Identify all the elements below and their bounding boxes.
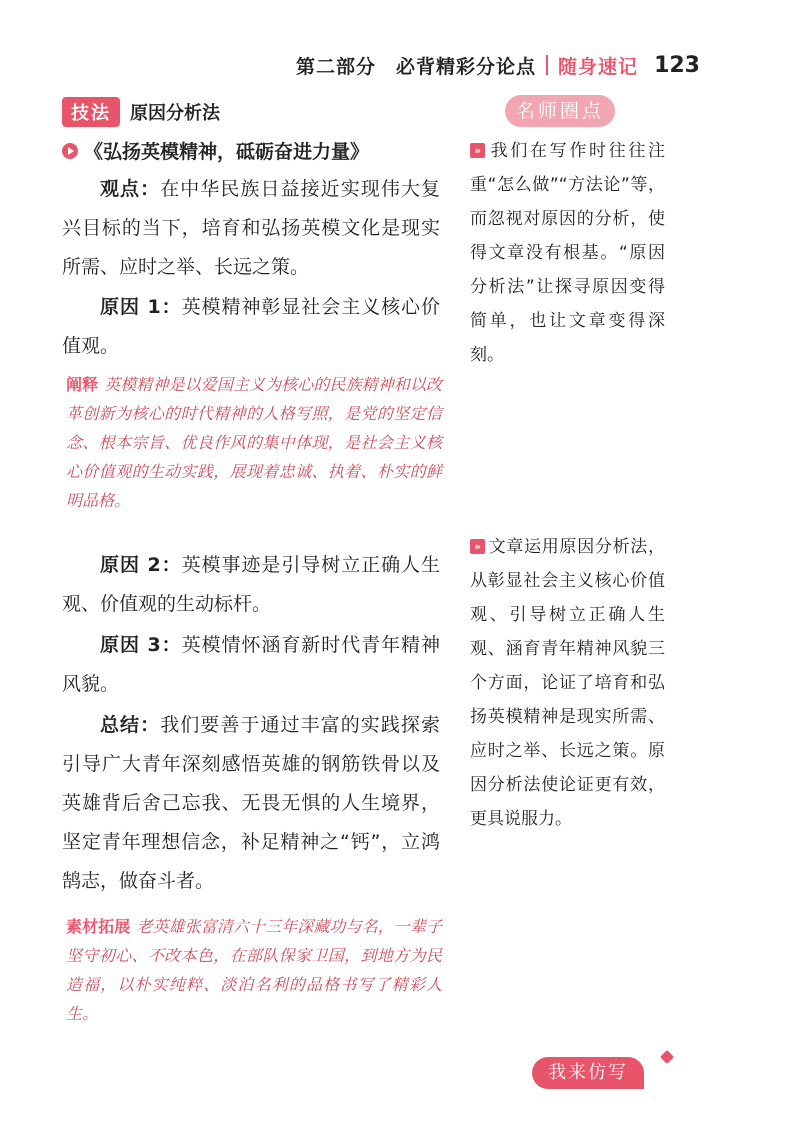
paragraph-text: 英模精神彰显社会主义核心价值观。 xyxy=(62,296,440,357)
comments-badge: 名师圈点 xyxy=(505,95,615,127)
side-comment-text: 文章运用原因分析法，从彰显社会主义核心价值观、引导树立正确人生观、涵育青年精神风貌三个方面，论证了培育和弘扬英模精神是现实所需、应时之举、长远之策。原因分析法使论证更有效，更具说服力。 xyxy=(470,537,665,829)
note-tag: 素材拓展 xyxy=(66,917,131,936)
paragraph-label: 原因 2： xyxy=(100,554,182,576)
side-comment-text: 我们在写作时往往注重“怎么做”“方法论”等，而忽视对原因的分析，使得文章没有根基。“原因分析法”让探寻原因变得简单，也让文章变得深刻。 xyxy=(470,141,665,365)
paragraph-viewpoint xyxy=(62,170,440,287)
article-title xyxy=(62,137,369,164)
paragraph-reason-2 xyxy=(62,546,440,624)
paragraph-text: 英模事迹是引导树立正确人生观、价值观的生动标杆。 xyxy=(62,554,440,615)
header-divider xyxy=(546,55,548,75)
technique-badge: 技法 xyxy=(62,97,120,127)
double-arrow-icon: » xyxy=(470,539,485,554)
page-header xyxy=(296,48,700,82)
paragraph-reason-1 xyxy=(62,288,440,366)
paragraph-label: 原因 1： xyxy=(100,296,182,318)
decorative-diamond xyxy=(660,1050,674,1064)
double-arrow-icon: » xyxy=(470,143,485,158)
note-explanation xyxy=(66,370,442,515)
section-title: 第二部分 必背精彩分论点 xyxy=(296,55,537,78)
technique-heading xyxy=(62,97,220,127)
article-title-text: 《弘扬英模精神，砥砺奋进力量》 xyxy=(84,141,370,163)
note-material xyxy=(66,912,442,1028)
note-text: 英模精神是以爱国主义为核心的民族精神和以改革创新为核心的时代精神的人格写照，是党的坚定信念、根本宗旨、优良作风的集中体现，是社会主义核心价值观的生动实践，展现着忠诚、执着、朴实的鲜明品格。 xyxy=(66,375,442,510)
paragraph-text: 我们要善于通过丰富的实践探索引导广大青年深刻感悟英雄的钢筋铁骨以及英雄背后舍己忘我、无畏无惧的人生境界，坚定青年理想信念，补足精神之“钙”，立鸿鹄志，做奋斗者。 xyxy=(62,714,440,892)
paragraph-text: 英模情怀涵育新时代青年精神风貌。 xyxy=(62,634,440,695)
paragraph-label: 观点： xyxy=(100,178,161,200)
play-icon xyxy=(62,143,78,159)
paragraph-label: 原因 3： xyxy=(100,634,182,656)
technique-title: 原因分析法 xyxy=(130,103,220,124)
note-tag: 阐释 xyxy=(66,375,99,394)
page-number: 123 xyxy=(654,52,700,78)
side-comment-1 xyxy=(470,134,665,372)
paragraph-text: 在中华民族日益接近实现伟大复兴目标的当下，培育和弘扬英模文化是现实所需、应时之举、长远之策。 xyxy=(62,178,440,278)
paragraph-label: 总结： xyxy=(100,714,161,736)
paragraph-reason-3 xyxy=(62,626,440,704)
imitation-badge: 我来仿写 xyxy=(532,1057,644,1089)
side-comment-2 xyxy=(470,530,665,836)
paragraph-summary xyxy=(62,706,440,901)
subsection-title: 随身速记 xyxy=(558,55,639,78)
note-text: 老英雄张富清六十三年深藏功与名，一辈子坚守初心、不改本色，在部队保家卫国，到地方为民造福，以朴实纯粹、淡泊名利的品格书写了精彩人生。 xyxy=(66,917,442,1023)
